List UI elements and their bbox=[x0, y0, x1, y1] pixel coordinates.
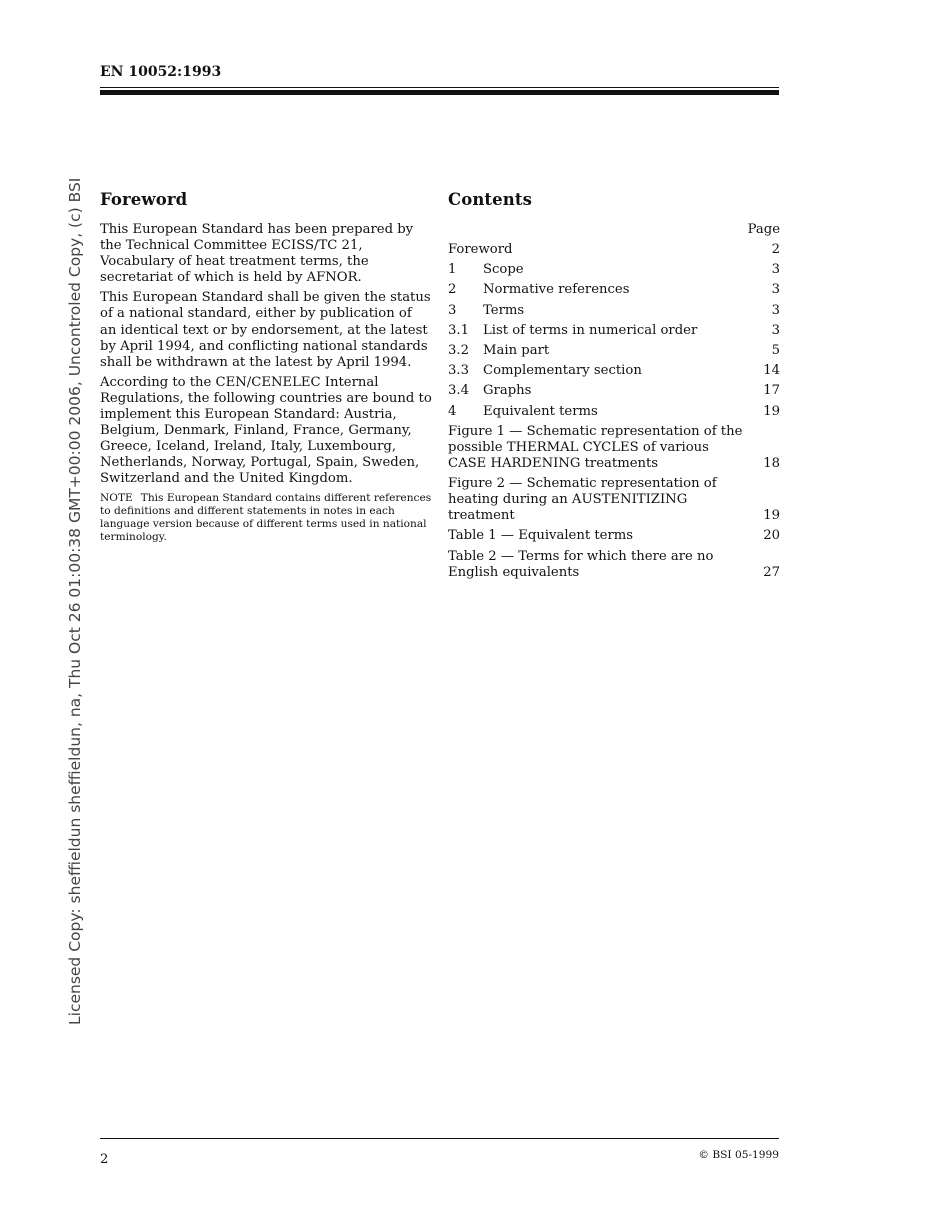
toc-entry-number: 2 bbox=[448, 282, 457, 298]
toc-entry-page: 27 bbox=[763, 564, 780, 580]
license-watermark: Licensed Copy: sheffieldun sheffieldun, na, Thu Oct 26 01:00:38 GMT+00:00 2006, Uncontroled Copy, (c) BSI bbox=[66, 177, 84, 1025]
toc-entry-page: 3 bbox=[771, 282, 780, 298]
toc-entry-number: 3.1 bbox=[448, 322, 469, 338]
toc-entry[interactable] bbox=[448, 424, 780, 472]
toc-entry[interactable] bbox=[448, 343, 780, 359]
foreword-paragraph: According to the CEN/CENELEC Internal Regulations, the following countries are bound to implement this European Standard: Austria, Belgium, Denmark, Finland, France, Germany, Greece, Iceland, Ireland, Italy, Luxembourg, Netherlands, Norway, Portugal, Spain, Sweden, Switzerland and the United Kingdom. bbox=[100, 374, 432, 487]
toc-entry-page: 2 bbox=[771, 242, 780, 257]
foreword-paragraph: This European Standard shall be given the status of a national standard, either by publication of an identical text or by endorsement, at the latest by April 1994, and conflicting national standards shall be withdrawn at the latest by April 1994. bbox=[100, 290, 431, 370]
toc-entry-page: 19 bbox=[763, 403, 780, 419]
foreword-paragraph: This European Standard has been prepared by the Technical Committee ECISS/TC 21, Vocabulary of heat treatment terms, the secretariat of which is held by AFNOR. bbox=[100, 222, 414, 286]
toc-entry[interactable] bbox=[448, 476, 780, 524]
toc-entry-title: Main part bbox=[483, 342, 550, 358]
toc-entry[interactable] bbox=[448, 323, 780, 339]
toc-entry[interactable] bbox=[448, 262, 780, 278]
toc-entry[interactable] bbox=[448, 383, 780, 399]
foreword-note bbox=[100, 492, 432, 545]
header-rule-thin bbox=[100, 87, 779, 88]
toc-entry-title: Table 1 — Equivalent terms bbox=[448, 528, 634, 544]
toc-entry-page: 3 bbox=[771, 322, 780, 338]
toc-entry-page: 20 bbox=[763, 528, 780, 544]
toc-entry-title: Figure 1 — Schematic representation of the possible THERMAL CYCLES of various CASE HARDENING treatments bbox=[448, 423, 743, 471]
toc-entry-title: Equivalent terms bbox=[483, 403, 598, 419]
foreword-heading: Foreword bbox=[100, 190, 188, 209]
toc-entry[interactable] bbox=[448, 549, 780, 581]
document-code: EN 10052:1993 bbox=[100, 64, 222, 80]
contents-section bbox=[448, 190, 780, 585]
toc-entry-number: 4 bbox=[448, 403, 457, 419]
toc-entry[interactable] bbox=[448, 363, 780, 379]
toc-entry[interactable] bbox=[448, 528, 780, 544]
toc-entry-title: Terms bbox=[483, 302, 525, 318]
note-label: NOTE bbox=[100, 491, 133, 504]
toc-entry-number: 1 bbox=[448, 262, 457, 278]
foreword-section bbox=[100, 190, 432, 545]
toc-entry-title: Normative references bbox=[483, 282, 630, 298]
toc-entry-page: 3 bbox=[771, 262, 780, 278]
toc-entry-title: Complementary section bbox=[483, 363, 642, 379]
toc-entry-title: Figure 2 — Schematic representation of heating during an AUSTENITIZING treatment bbox=[448, 476, 717, 524]
toc-entry-title: Foreword bbox=[448, 242, 513, 257]
copyright-notice: © BSI 05-1999 bbox=[698, 1149, 779, 1161]
header-rule-thick bbox=[100, 90, 779, 95]
toc-entry-page: 5 bbox=[771, 342, 780, 358]
toc-entry-number: 3 bbox=[448, 302, 457, 318]
toc-entry-number: 3.2 bbox=[448, 342, 469, 358]
note-text: This European Standard contains different references to definitions and different statements in notes in each language version because of different terms used in national terminology. bbox=[100, 491, 432, 544]
toc-entry-page: 18 bbox=[763, 455, 780, 471]
toc-entry-title: Table 2 — Terms for which there are no English equivalents bbox=[448, 548, 714, 580]
toc-entry-page: 3 bbox=[771, 302, 780, 318]
toc-entry-page: 17 bbox=[763, 383, 780, 399]
toc-entry-title: Graphs bbox=[483, 383, 532, 399]
toc-entry-title: List of terms in numerical order bbox=[483, 322, 698, 338]
toc-entry-page: 19 bbox=[763, 508, 780, 524]
toc-list bbox=[448, 242, 780, 581]
toc-entry-page: 14 bbox=[763, 363, 780, 379]
toc-entry-number: 3.3 bbox=[448, 363, 469, 379]
toc-entry[interactable] bbox=[448, 303, 780, 319]
page-number: 2 bbox=[100, 1152, 109, 1167]
toc-entry-title: Scope bbox=[483, 262, 524, 278]
toc-entry-number: 3.4 bbox=[448, 383, 469, 399]
toc-entry[interactable] bbox=[448, 242, 780, 258]
toc-entry[interactable] bbox=[448, 404, 780, 420]
footer-rule bbox=[100, 1138, 779, 1139]
contents-heading: Contents bbox=[448, 190, 532, 209]
toc-page-column-label: Page bbox=[747, 222, 780, 237]
toc-entry[interactable] bbox=[448, 282, 780, 298]
